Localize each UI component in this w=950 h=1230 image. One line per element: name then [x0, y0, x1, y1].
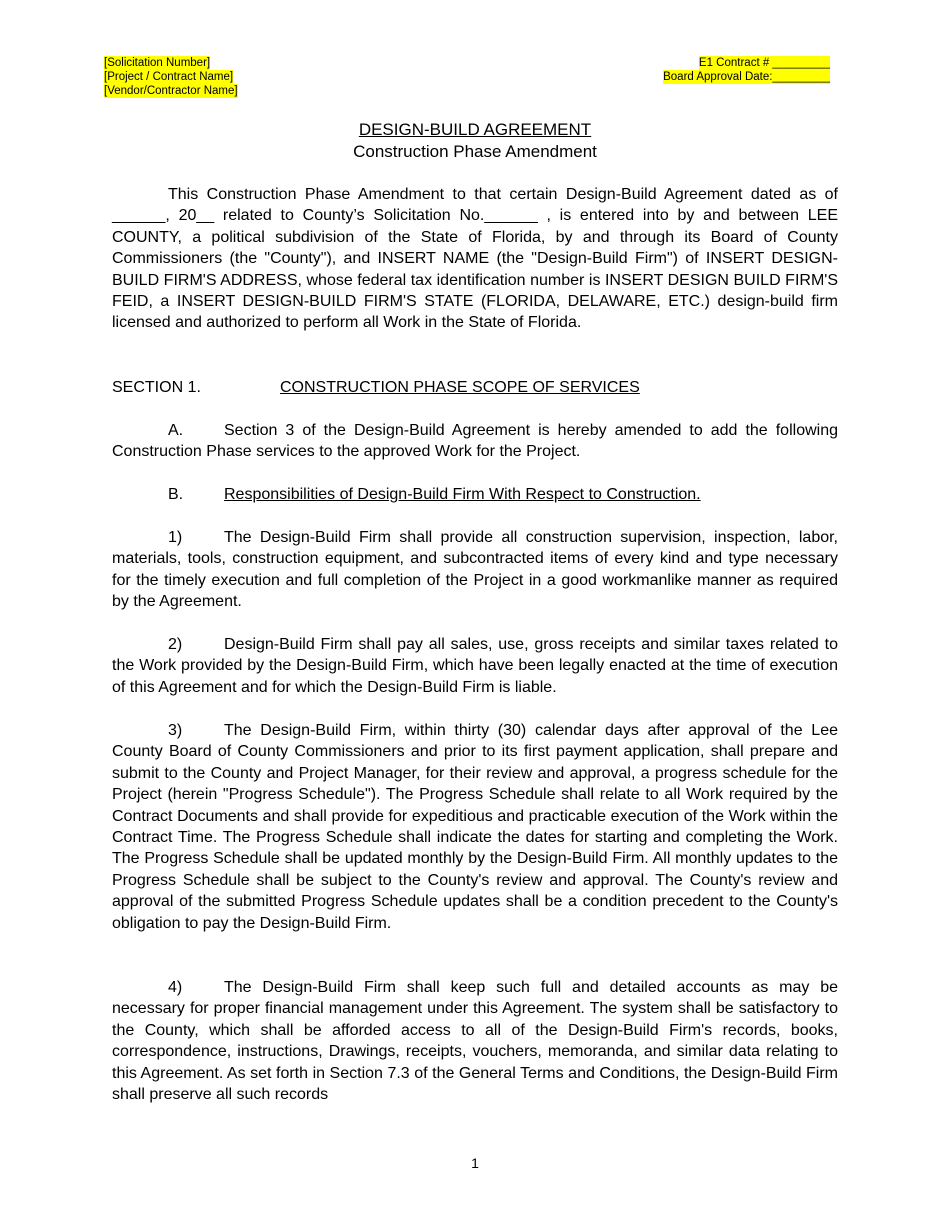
- document-title: DESIGN-BUILD AGREEMENT: [358, 120, 592, 139]
- section-1-title: CONSTRUCTION PHASE SCOPE OF SERVICES: [280, 379, 640, 396]
- numbered-item-2: [112, 634, 838, 698]
- item-a-text: Section 3 of the Design-Build Agreement is hereby amended to add the following Construction Phase services to the approved Work for the Project.: [112, 422, 838, 461]
- header-row-1: [104, 56, 830, 70]
- item-2-label: 2): [168, 636, 183, 653]
- section-1-number: SECTION 1.: [112, 379, 201, 396]
- numbered-item-4: [112, 977, 838, 1105]
- item-2-text: Design-Build Firm shall pay all sales, use, gross receipts and similar taxes related to the Work provided by the Design-Build Firm, which have been legally enacted at the time of execution of this Agreement and for which the Design-Build Firm is liable.: [112, 636, 838, 696]
- header-row-2: [104, 70, 830, 84]
- section-1-item-b: [112, 484, 838, 505]
- vendor-name: [Vendor/Contractor Name]: [104, 85, 238, 97]
- item-4-text: The Design-Build Firm shall keep such full and detailed accounts as may be necessary for proper financial management under this Agreement. The system shall be satisfactory to the County, which shall be afforded access to all of the Design-Build Firm's records, books, correspondence, instructions, Drawings, receipts, vouchers, memoranda, and similar data relating to this Agreement. As set forth in Section 7.3 of the General Terms and Conditions, the Design-Build Firm shall preserve all such records: [112, 979, 838, 1104]
- project-name: [Project / Contract Name]: [104, 71, 234, 83]
- numbered-item-1: [112, 527, 838, 613]
- section-1-heading: [112, 377, 838, 398]
- item-1-label: 1): [168, 529, 183, 546]
- document-header: [104, 56, 830, 98]
- solicitation-number: [Solicitation Number]: [104, 57, 211, 69]
- document-subtitle: Construction Phase Amendment: [353, 142, 597, 161]
- item-a-label: A.: [168, 422, 184, 439]
- header-row-3: [104, 84, 830, 98]
- numbered-item-3: [112, 720, 838, 934]
- item-3-text: The Design-Build Firm, within thirty (30) calendar days after approval of the Lee County Board of County Commissioners and prior to its first payment application, shall prepare and submit to the County and Project Manager, for their review and approval, a progress schedule for the Project (herein "Progress Schedule"). The Progress Schedule shall relate to all Work required by the Contract Documents and shall provide for expeditious and practicable execution of the Work within the Contract Time. The Progress Schedule shall indicate the dates for starting and completing the Work. The Progress Schedule shall be updated monthly by the Design-Build Firm. All monthly updates to the Progress Schedule shall be subject to the County's review and approval. The County's review and approval of the submitted Progress Schedule updates shall be a condition precedent to the County's obligation to pay the Design-Build Firm.: [112, 722, 838, 932]
- item-3-label: 3): [168, 722, 183, 739]
- section-1-item-a: [112, 420, 838, 463]
- board-approval-date: Board Approval Date:_________: [663, 71, 830, 83]
- item-b-text: Responsibilities of Design-Build Firm With Respect to Construction.: [224, 486, 701, 503]
- page-number: 1: [471, 1155, 479, 1171]
- contract-number: E1 Contract # _________: [698, 57, 830, 69]
- item-b-label: B.: [168, 486, 184, 503]
- item-1-text: The Design-Build Firm shall provide all construction supervision, inspection, labor, materials, tools, construction equipment, and subcontracted items of every kind and type necessary for the timely execution and full completion of the Project in a good workmanlike manner as required by the Agreement.: [112, 529, 838, 611]
- item-4-label: 4): [168, 979, 183, 996]
- intro-paragraph: This Construction Phase Amendment to that certain Design-Build Agreement dated as of ______, 20__ related to County’s Solicitation No.______ , is entered into by and between LEE COUNTY, a political subdivision of the State of Florida, by and through its Board of County Commissioners (the "County"), and INSERT NAME (the "Design-Build Firm") of INSERT DESIGN-BUILD FIRM'S ADDRESS, whose federal tax identification number is INSERT DESIGN BUILD FIRM'S FEID, a INSERT DESIGN-BUILD FIRM'S STATE (FLORIDA, DELAWARE, ETC.) design-build firm licensed and authorized to perform all Work in the State of Florida.: [112, 186, 838, 332]
